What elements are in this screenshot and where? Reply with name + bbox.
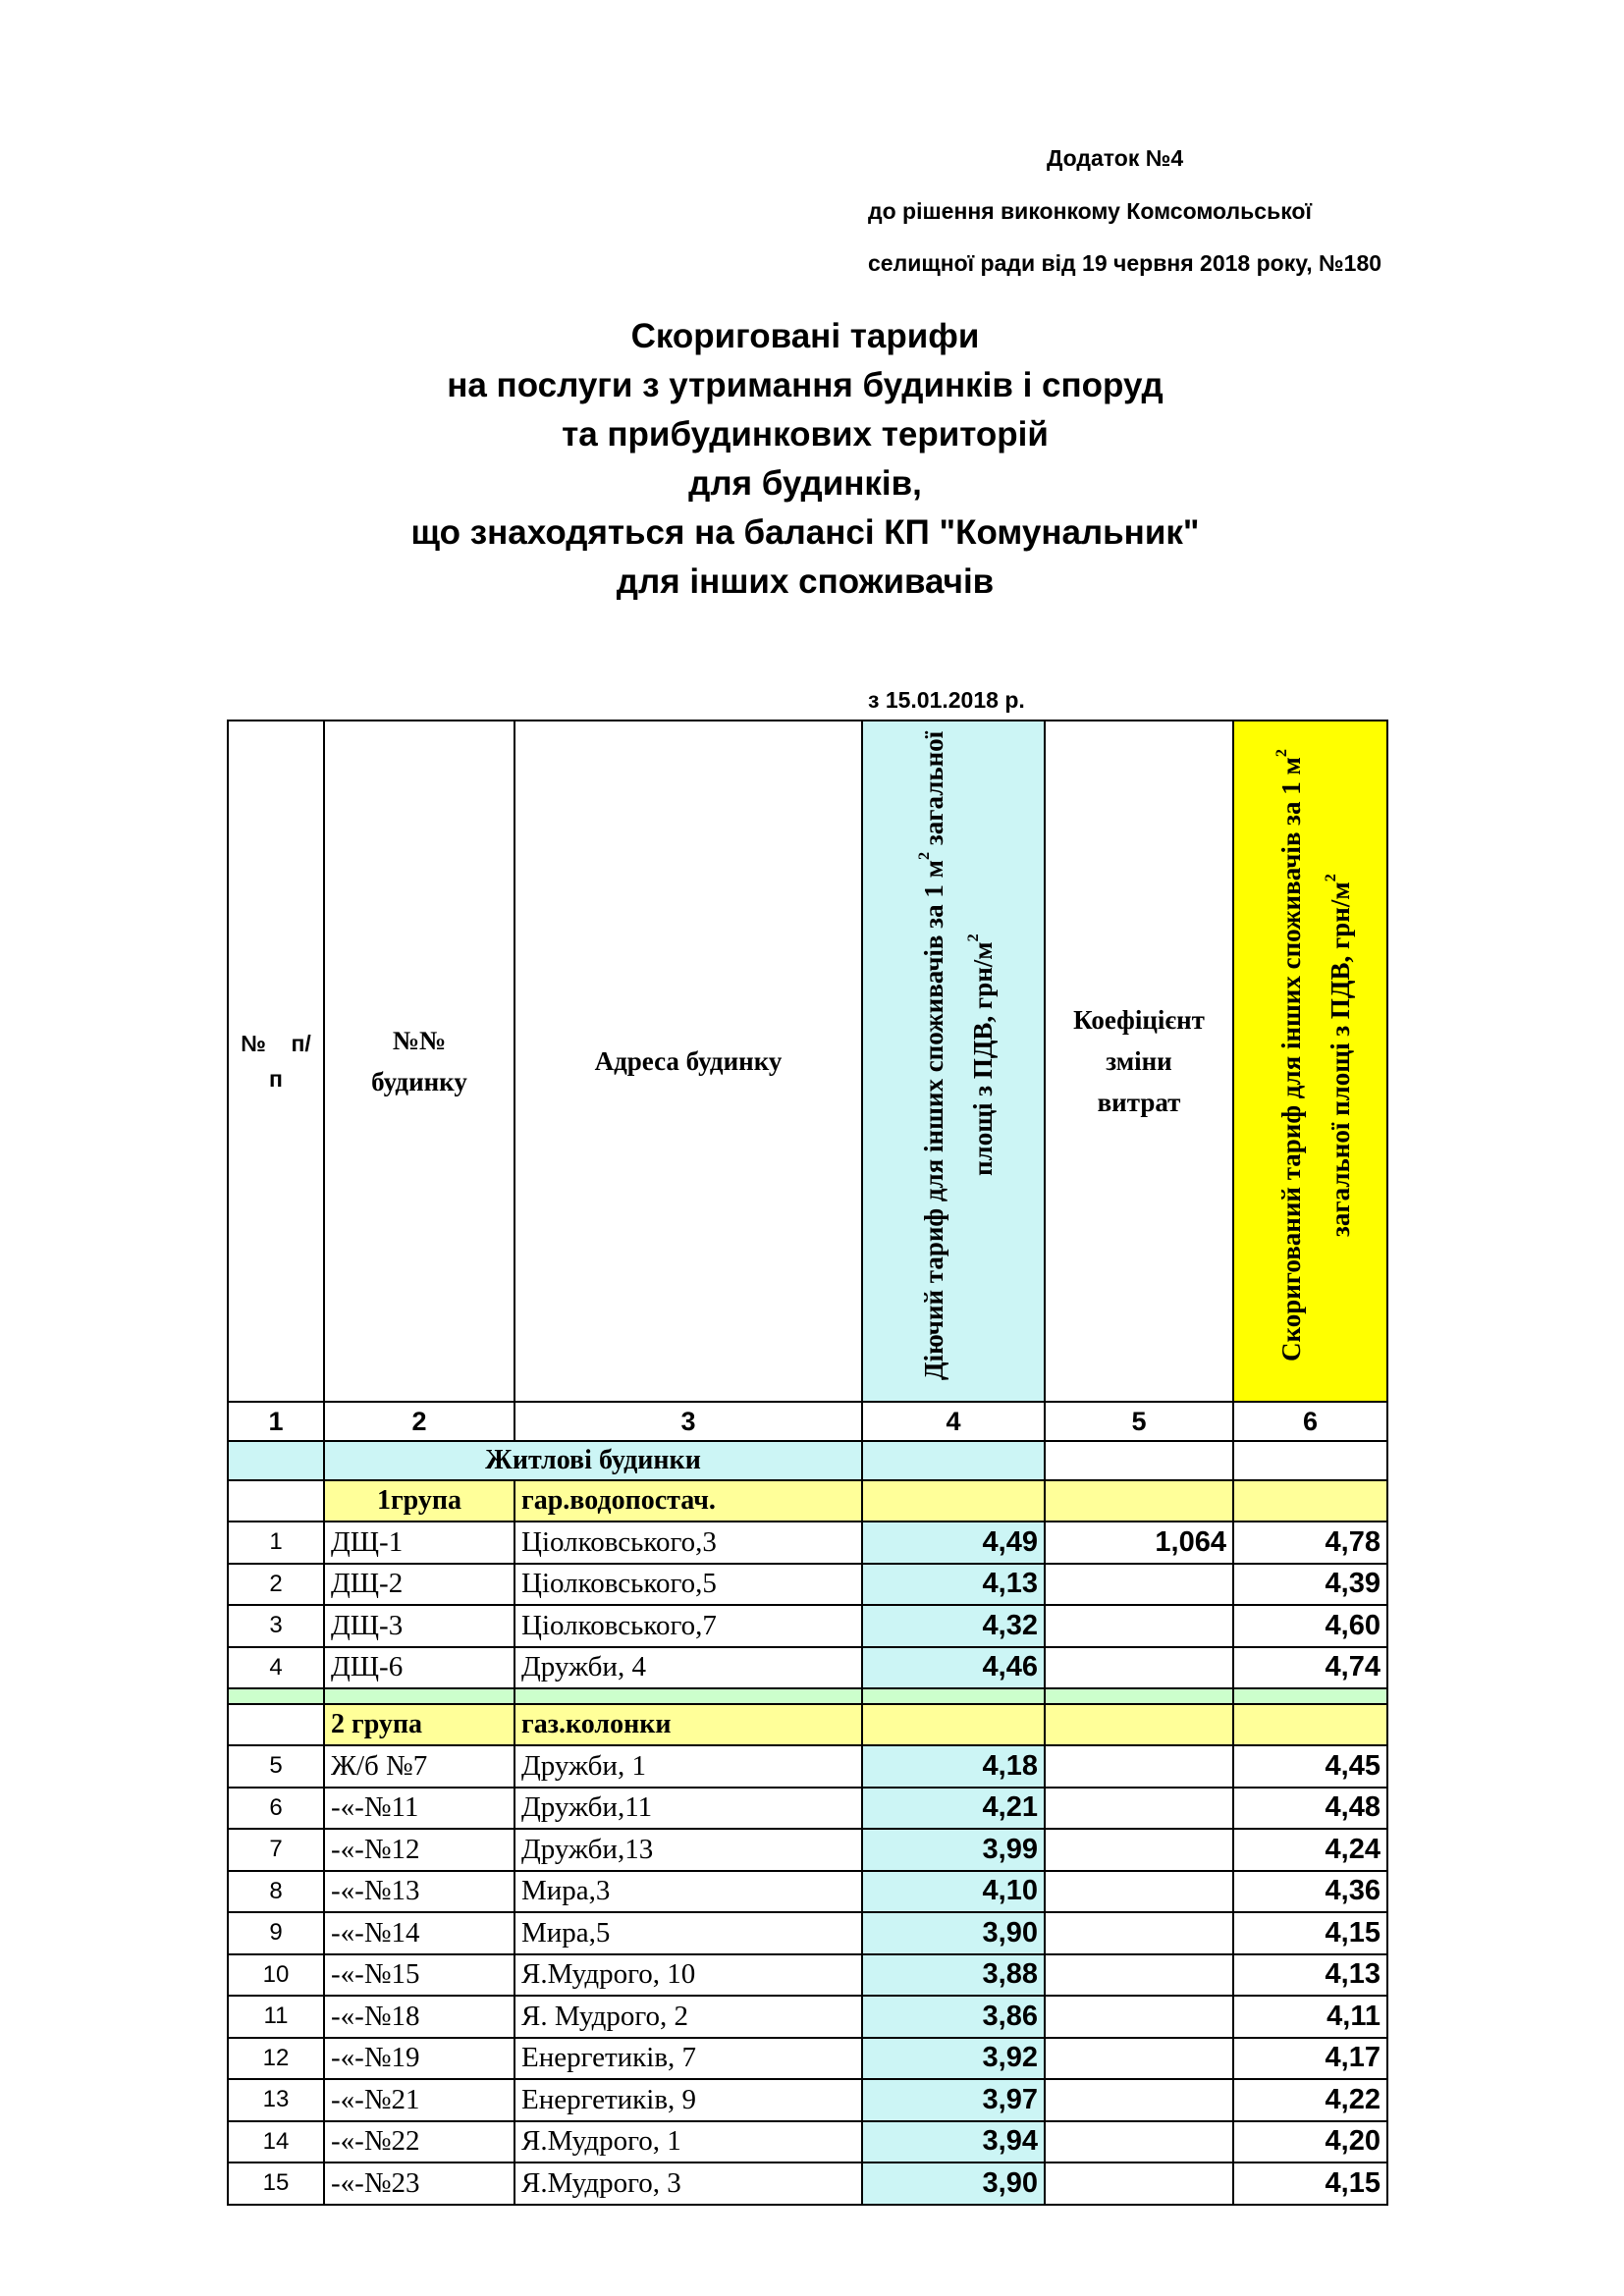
group-2-name: 2 група (324, 1704, 514, 1745)
current-tariff: 3,90 (862, 1912, 1045, 1954)
row-number: 9 (228, 1912, 324, 1954)
house-number: -«-№15 (324, 1954, 514, 1997)
col-number-1: 1 (228, 1402, 324, 1441)
col-number-6: 6 (1233, 1402, 1387, 1441)
section-label: Житлові будинки (324, 1441, 862, 1480)
house-number: ДЩ-1 (324, 1522, 514, 1564)
current-tariff: 3,92 (862, 2038, 1045, 2080)
current-tariff: 4,32 (862, 1605, 1045, 1647)
header-col-coefficient: Коефіцієнт зміни витрат (1045, 721, 1233, 1402)
row-number: 7 (228, 1829, 324, 1871)
house-address: Я.Мудрого, 10 (514, 1954, 862, 1997)
table-row (228, 1996, 1387, 2038)
current-tariff: 4,13 (862, 1564, 1045, 1606)
row-number: 2 (228, 1564, 324, 1606)
cost-coefficient (1045, 1954, 1233, 1997)
house-number: ДЩ-3 (324, 1605, 514, 1647)
adjusted-tariff: 4,15 (1233, 2163, 1387, 2205)
adjusted-tariff: 4,36 (1233, 1871, 1387, 1913)
house-address: Енергетиків, 9 (514, 2079, 862, 2121)
cost-coefficient (1045, 1647, 1233, 1689)
house-number: -«-№23 (324, 2163, 514, 2205)
table-row (228, 1564, 1387, 1606)
row-number: 13 (228, 2079, 324, 2121)
col-number-3: 3 (514, 1402, 862, 1441)
table-row (228, 1522, 1387, 1564)
document-title (0, 312, 1610, 607)
current-tariff: 3,90 (862, 2163, 1045, 2205)
cost-coefficient (1045, 1564, 1233, 1606)
row-number: 15 (228, 2163, 324, 2205)
cost-coefficient (1045, 1871, 1233, 1913)
table-row (228, 2163, 1387, 2205)
house-number: -«-№18 (324, 1996, 514, 2038)
cost-coefficient (1045, 1996, 1233, 2038)
house-address: Ціолковського,5 (514, 1564, 862, 1606)
table-row (228, 2038, 1387, 2080)
house-address: Ціолковського,3 (514, 1522, 862, 1564)
adjusted-tariff: 4,13 (1233, 1954, 1387, 1997)
col-number-5: 5 (1045, 1402, 1233, 1441)
adjusted-tariff: 4,45 (1233, 1745, 1387, 1788)
house-number: ДЩ-2 (324, 1564, 514, 1606)
house-number: -«-№12 (324, 1829, 514, 1871)
table-row (228, 1605, 1387, 1647)
house-address: Ціолковського,7 (514, 1605, 862, 1647)
group-1-type: гар.водопостач. (514, 1480, 862, 1522)
title-line-4: для будинків, (688, 464, 922, 503)
row-number: 3 (228, 1605, 324, 1647)
row-number: 11 (228, 1996, 324, 2038)
group-2-row (228, 1704, 1387, 1745)
table-row (228, 2079, 1387, 2121)
row-number: 6 (228, 1788, 324, 1830)
table-row (228, 1954, 1387, 1997)
header-col-number: № п/ п (228, 721, 324, 1402)
house-number: -«-№21 (324, 2079, 514, 2121)
house-address: Дружби, 4 (514, 1647, 862, 1689)
current-tariff: 4,46 (862, 1647, 1045, 1689)
adjusted-tariff: 4,22 (1233, 2079, 1387, 2121)
row-number: 14 (228, 2121, 324, 2163)
current-tariff: 3,97 (862, 2079, 1045, 2121)
house-address: Я.Мудрого, 1 (514, 2121, 862, 2163)
table-row (228, 1829, 1387, 1871)
house-number: -«-№14 (324, 1912, 514, 1954)
cost-coefficient (1045, 2163, 1233, 2205)
house-address: Дружби, 1 (514, 1745, 862, 1788)
header-col-current-tariff: Діючий тариф для інших споживачів за 1 $м^2$ загальної площі з ПДВ, грн/$м^2$ (862, 721, 1045, 1402)
house-number: ДЩ-6 (324, 1647, 514, 1689)
adjusted-tariff: 4,78 (1233, 1522, 1387, 1564)
adjusted-tariff: 4,17 (1233, 2038, 1387, 2080)
row-number: 10 (228, 1954, 324, 1997)
table-row (228, 2121, 1387, 2163)
current-tariff: 4,18 (862, 1745, 1045, 1788)
house-address: Я.Мудрого, 3 (514, 2163, 862, 2205)
adjusted-tariff: 4,20 (1233, 2121, 1387, 2163)
header-col-address: Адреса будинку (514, 721, 862, 1402)
tariff-table (227, 720, 1388, 2206)
house-address: Я. Мудрого, 2 (514, 1996, 862, 2038)
cost-coefficient (1045, 2121, 1233, 2163)
house-address: Енергетиків, 7 (514, 2038, 862, 2080)
cost-coefficient (1045, 2079, 1233, 2121)
group-1-name: 1група (324, 1480, 514, 1522)
cost-coefficient (1045, 1745, 1233, 1788)
house-number: -«-№13 (324, 1871, 514, 1913)
title-line-1: Скориговані тарифи (630, 317, 980, 355)
section-row (228, 1441, 1387, 1480)
annex-number: Додаток №4 (1047, 145, 1184, 171)
annex-date-line: селищної ради від 19 червня 2018 року, №180 (868, 250, 1382, 276)
table-row (228, 1912, 1387, 1954)
adjusted-tariff: 4,15 (1233, 1912, 1387, 1954)
title-line-3: та прибудинкових територій (562, 415, 1049, 454)
title-line-5: що знаходяться на балансі КП "Комунальник" (410, 513, 1200, 552)
current-tariff: 3,94 (862, 2121, 1045, 2163)
table-row (228, 1745, 1387, 1788)
house-address: Мира,5 (514, 1912, 862, 1954)
house-number: -«-№22 (324, 2121, 514, 2163)
cost-coefficient (1045, 1829, 1233, 1871)
table-row (228, 1788, 1387, 1830)
adjusted-tariff: 4,11 (1233, 1996, 1387, 2038)
cost-coefficient (1045, 1788, 1233, 1830)
adjusted-tariff: 4,60 (1233, 1605, 1387, 1647)
cost-coefficient (1045, 2038, 1233, 2080)
adjusted-tariff: 4,24 (1233, 1829, 1387, 1871)
adjusted-tariff: 4,39 (1233, 1564, 1387, 1606)
table-row (228, 1647, 1387, 1689)
adjusted-tariff: 4,48 (1233, 1788, 1387, 1830)
effective-date: з 15.01.2018 р. (868, 687, 1025, 713)
group-1-row (228, 1480, 1387, 1522)
house-number: -«-№19 (324, 2038, 514, 2080)
house-number: Ж/б №7 (324, 1745, 514, 1788)
annex-decision-line: до рішення виконкому Комсомольської (868, 198, 1312, 224)
title-line-2: на послуги з утримання будинків і споруд (447, 366, 1164, 404)
current-tariff: 3,99 (862, 1829, 1045, 1871)
house-number: -«-№11 (324, 1788, 514, 1830)
header-row (228, 721, 1387, 1402)
column-number-row (228, 1402, 1387, 1441)
row-number: 1 (228, 1522, 324, 1564)
cost-coefficient: 1,064 (1045, 1522, 1233, 1564)
house-address: Дружби,11 (514, 1788, 862, 1830)
house-address: Мира,3 (514, 1871, 862, 1913)
house-address: Дружби,13 (514, 1829, 862, 1871)
current-tariff: 4,10 (862, 1871, 1045, 1913)
row-number: 12 (228, 2038, 324, 2080)
row-number: 5 (228, 1745, 324, 1788)
col-number-4: 4 (862, 1402, 1045, 1441)
header-col-adjusted-tariff: Скоригований тариф для інших споживачів за 1 $м^2$ загальної площі з ПДВ, грн/$м^2$ (1233, 721, 1387, 1402)
row-number: 8 (228, 1871, 324, 1913)
table-row (228, 1871, 1387, 1913)
current-tariff: 3,86 (862, 1996, 1045, 2038)
spacer-row (228, 1688, 1387, 1704)
adjusted-tariff: 4,74 (1233, 1647, 1387, 1689)
cost-coefficient (1045, 1912, 1233, 1954)
row-number: 4 (228, 1647, 324, 1689)
header-col-house: №№ будинку (324, 721, 514, 1402)
cost-coefficient (1045, 1605, 1233, 1647)
title-line-6: для інших споживачів (616, 562, 995, 601)
col-number-2: 2 (324, 1402, 514, 1441)
group-2-type: газ.колонки (514, 1704, 862, 1745)
current-tariff: 4,49 (862, 1522, 1045, 1564)
current-tariff: 3,88 (862, 1954, 1045, 1997)
current-tariff: 4,21 (862, 1788, 1045, 1830)
